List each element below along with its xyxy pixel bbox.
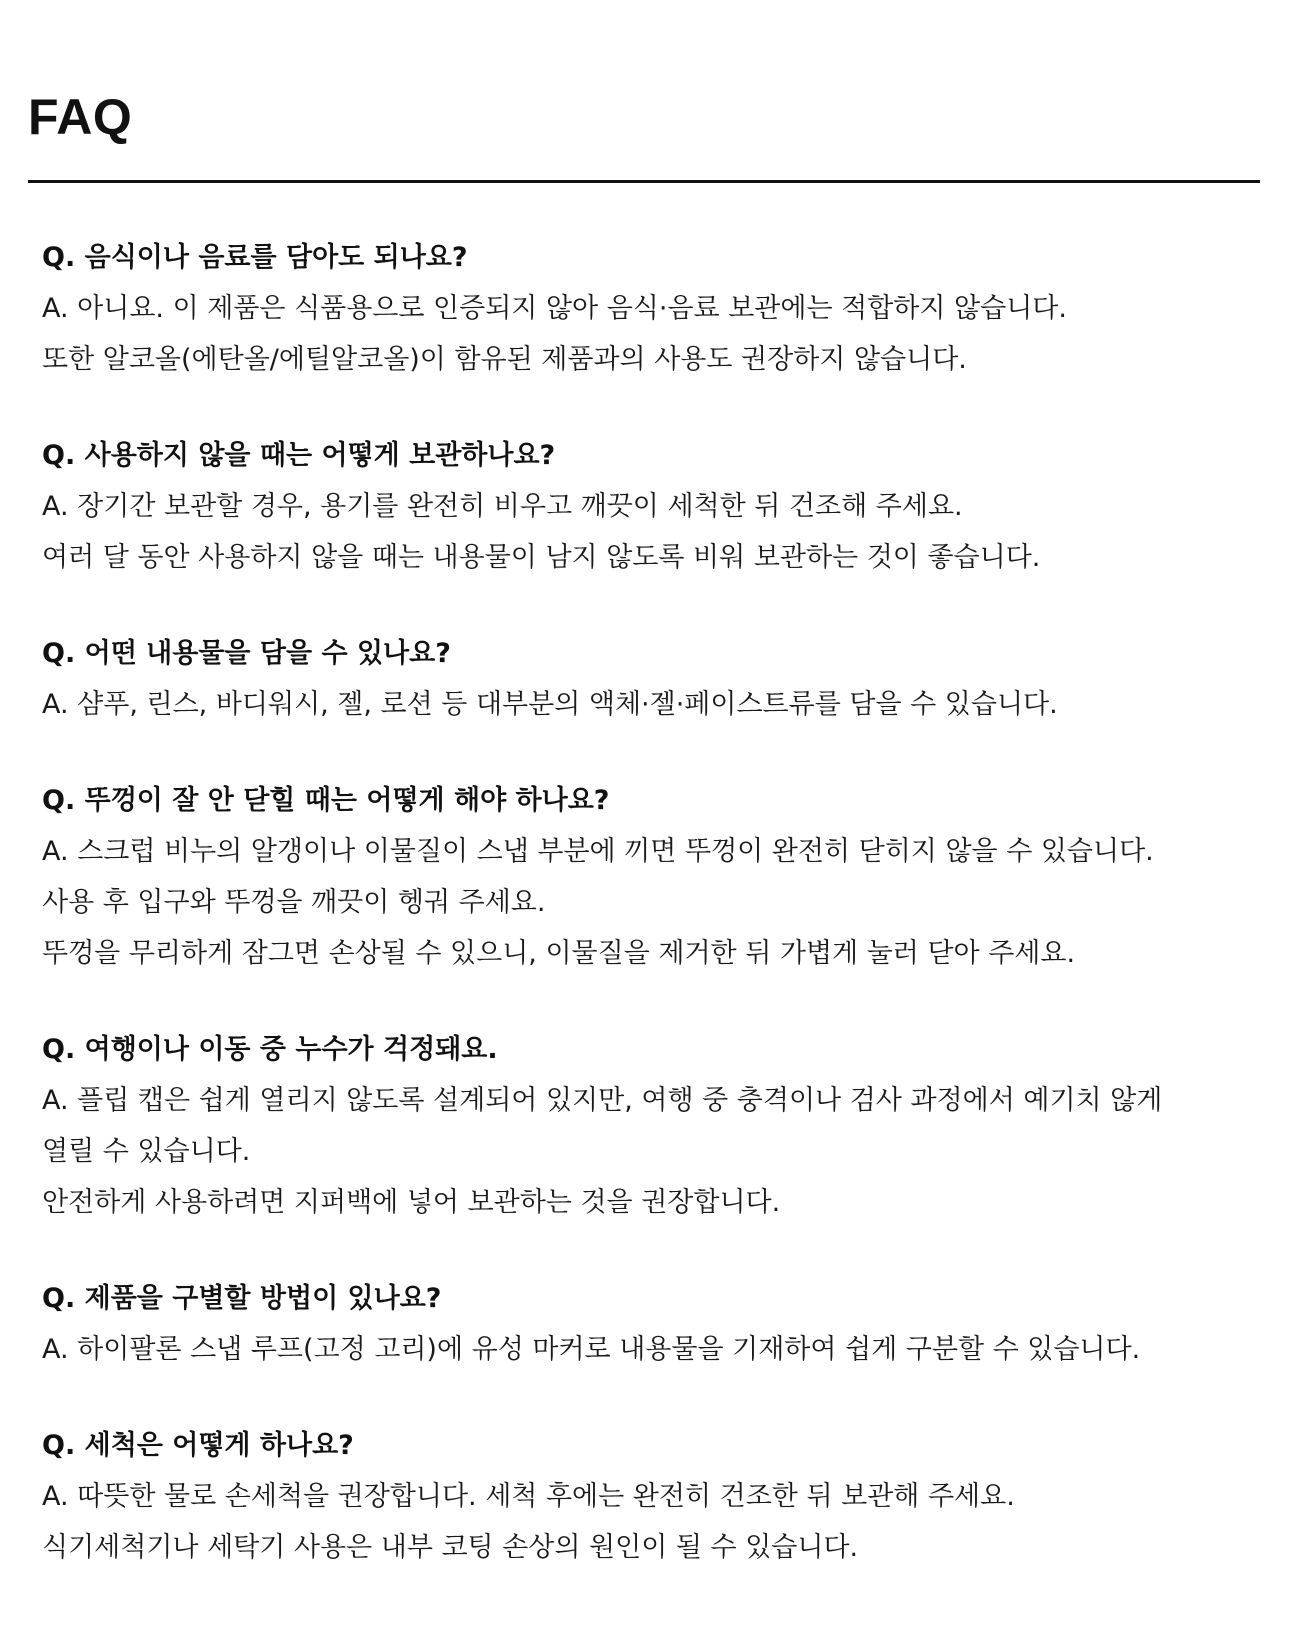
faq-question: Q. 제품을 구별할 방법이 있나요? bbox=[42, 1283, 442, 1314]
faq-answer-line: A. 샴푸, 린스, 바디워시, 젤, 로션 등 대부분의 액체·젤·페이스트류를 담을 수 있습니다. bbox=[42, 689, 1058, 720]
faq-answer-line: A. 장기간 보관할 경우, 용기를 완전히 비우고 깨끗이 세척한 뒤 건조해 주세요. bbox=[42, 491, 963, 522]
faq-list bbox=[42, 232, 1257, 1618]
faq-answer-line: 안전하게 사용하려면 지퍼백에 넣어 보관하는 것을 권장합니다. bbox=[42, 1187, 781, 1218]
faq-question: Q. 세척은 어떻게 하나요? bbox=[42, 1430, 354, 1461]
faq-item bbox=[42, 1420, 1257, 1573]
title-divider bbox=[28, 180, 1260, 183]
faq-answer-line: 여러 달 동안 사용하지 않을 때는 내용물이 남지 않도록 비워 보관하는 것이 좋습니다. bbox=[42, 542, 1041, 573]
faq-item bbox=[42, 1273, 1257, 1375]
faq-question: Q. 어떤 내용물을 담을 수 있나요? bbox=[42, 638, 451, 669]
faq-question: Q. 여행이나 이동 중 누수가 걱정돼요. bbox=[42, 1034, 498, 1065]
faq-question: Q. 음식이나 음료를 담아도 되나요? bbox=[42, 242, 468, 273]
faq-answer-line: 사용 후 입구와 뚜껑을 깨끗이 헹궈 주세요. bbox=[42, 887, 546, 918]
faq-answer-line: 또한 알코올(에탄올/에틸알코올)이 함유된 제품과의 사용도 권장하지 않습니다. bbox=[42, 344, 967, 375]
faq-answer-line: A. 아니요. 이 제품은 식품용으로 인증되지 않아 음식·음료 보관에는 적합하지 않습니다. bbox=[42, 293, 1067, 324]
faq-answer-line: A. 따뜻한 물로 손세척을 권장합니다. 세척 후에는 완전히 건조한 뒤 보관해 주세요. bbox=[42, 1481, 1015, 1512]
faq-answer-line: 열릴 수 있습니다. bbox=[42, 1136, 251, 1167]
faq-answer-line: 뚜껑을 무리하게 잠그면 손상될 수 있으니, 이물질을 제거한 뒤 가볍게 눌러 닫아 주세요. bbox=[42, 938, 1076, 969]
faq-answer-line: 식기세척기나 세탁기 사용은 내부 코팅 손상의 원인이 될 수 있습니다. bbox=[42, 1532, 859, 1563]
faq-answer-line: A. 스크럽 비누의 알갱이나 이물질이 스냅 부분에 끼면 뚜껑이 완전히 닫히지 않을 수 있습니다. bbox=[42, 836, 1154, 867]
faq-item bbox=[42, 1024, 1257, 1228]
faq-item bbox=[42, 430, 1257, 583]
faq-answer-line: A. 플립 캡은 쉽게 열리지 않도록 설계되어 있지만, 여행 중 충격이나 검사 과정에서 예기치 않게 bbox=[42, 1085, 1163, 1116]
faq-item bbox=[42, 628, 1257, 730]
faq-item bbox=[42, 775, 1257, 979]
faq-answer-line: A. 하이팔론 스냅 루프(고정 고리)에 유성 마커로 내용물을 기재하여 쉽게 구분할 수 있습니다. bbox=[42, 1334, 1141, 1365]
page-title: FAQ bbox=[28, 89, 133, 145]
faq-item bbox=[42, 232, 1257, 385]
faq-question: Q. 뚜껑이 잘 안 닫힐 때는 어떻게 해야 하나요? bbox=[42, 785, 610, 816]
faq-question: Q. 사용하지 않을 때는 어떻게 보관하나요? bbox=[42, 440, 556, 471]
